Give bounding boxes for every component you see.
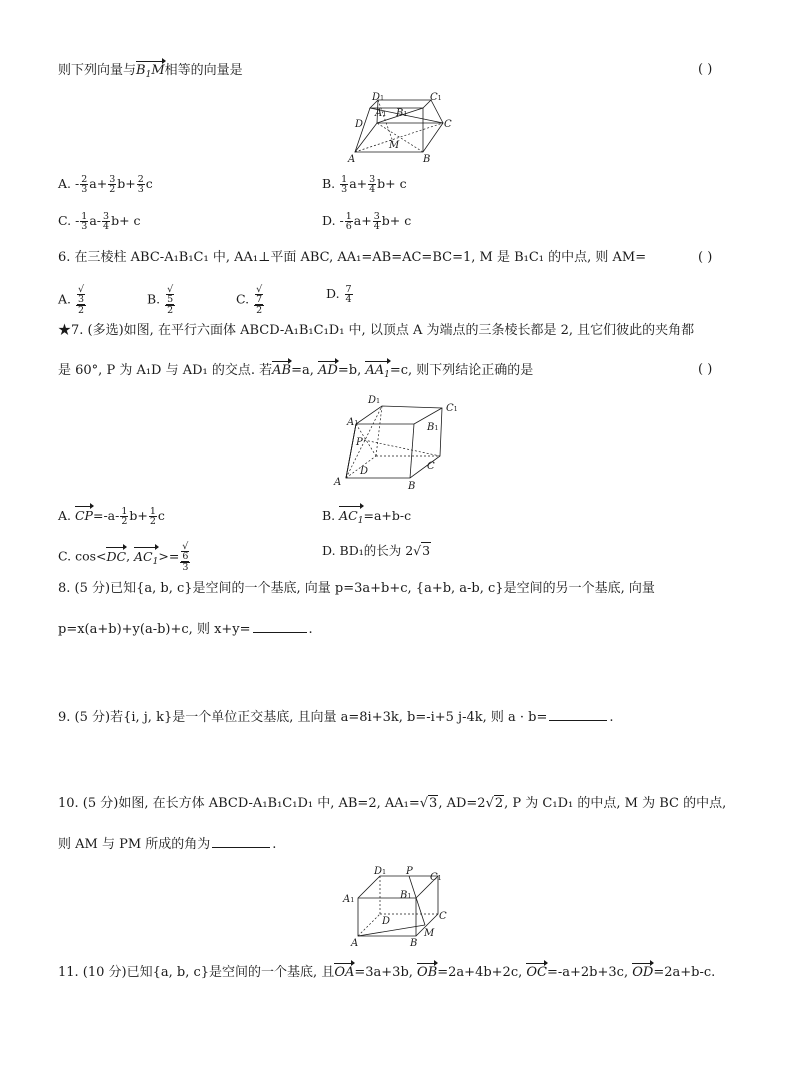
- figure-q7-parallelepiped: [330, 394, 470, 490]
- q10-stem-line1: 10. (5 分)如图, 在长方体 ABCD-A₁B₁C₁D₁ 中, AB=2, AA₁=√3, AD=2√2, P 为 C₁D₁ 的中点, M 为 BC 的中点,: [58, 796, 727, 811]
- q6-option-d[interactable]: D. $\frac{7}{4}$: [326, 284, 352, 305]
- fig1-label-c1: C1: [430, 92, 442, 103]
- q6-option-b[interactable]: B. √ 5 2: [147, 284, 174, 316]
- q5-stem: [58, 60, 243, 80]
- q7-stem-line2: 是 60°, P 为 A₁D 与 AD₁ 的交点. 若AB=a, AD=b, $AA_1=c$, 则下列结论正确的是: [58, 360, 533, 380]
- fig1-label-m: M: [389, 140, 400, 151]
- q11-stem: 11. (10 分)已知{a, b, c}是空间的一个基底, 且OA=3a+3b, OB=2a+4b+2c, OC=-a+2b+3c, OD=2a+b-c.: [58, 962, 715, 982]
- q5-stem-pre: 则下列向量与: [58, 63, 137, 78]
- fig3-label-c1: C1: [430, 872, 442, 883]
- fig2-label-d1: D1: [368, 395, 381, 406]
- q6-option-a[interactable]: A. √ 3 2: [58, 284, 85, 316]
- fig2-label-a1: A1: [347, 417, 359, 428]
- q9-answer-blank[interactable]: [549, 707, 607, 721]
- q5-vector: $B_1M$: [136, 60, 165, 80]
- q6-option-c[interactable]: C. √ 7 2: [236, 284, 263, 316]
- q5-option-b[interactable]: B. $\frac{1}{3}$ a+ $\frac{3}{4}$ b+ c: [322, 174, 407, 195]
- fig3-label-p: P: [406, 866, 413, 877]
- fig2-label-p: P: [356, 437, 363, 448]
- q8-stem-line2: p=x(a+b)+y(a-b)+c, 则 x+y= .: [58, 619, 313, 639]
- answer-paren-q7: ( ): [698, 362, 713, 377]
- fig1-label-c: C: [444, 119, 452, 130]
- q9-stem: 9. (5 分)若{i, j, k}是一个单位正交基底, 且向量 a=8i+3k, b=-i+5 j-4k, 则 a · b= .: [58, 707, 614, 727]
- q5-stem-post: 相等的向量是: [164, 63, 243, 78]
- q7-option-a[interactable]: A. CP=-a- $\frac{1}{2}$ b+ $\frac{1}{2}$ c: [58, 506, 165, 527]
- fig3-label-a1: A1: [343, 894, 355, 905]
- q5-option-d[interactable]: D. - $\frac{1}{6}$ a+ $\frac{3}{4}$ b+ c: [322, 211, 412, 232]
- q10-answer-blank[interactable]: [212, 834, 270, 848]
- q8-answer-blank[interactable]: [253, 619, 307, 633]
- fig1-label-d: D: [355, 119, 364, 130]
- q7-stem-line1: ★7. (多选)如图, 在平行六面体 ABCD-A₁B₁C₁D₁ 中, 以顶点 A 为端点的三条棱长都是 2, 且它们彼此的夹角都: [58, 323, 695, 338]
- figure-q10-cuboid: [340, 864, 450, 950]
- fig3-label-b1: B1: [400, 890, 412, 901]
- fig2-label-a: A: [334, 477, 342, 488]
- fig2-label-c: C: [427, 461, 435, 472]
- fig2-label-d: D: [360, 466, 369, 477]
- fig1-label-a1: A1: [375, 108, 387, 119]
- q7-option-c[interactable]: C. cos<DC, $AC_1>=$ √ 6 3: [58, 541, 189, 573]
- q7-option-b[interactable]: B. $AC_1=a+b-c$: [322, 505, 411, 525]
- fig1-label-b: B: [423, 154, 431, 165]
- q10-stem-line2: 则 AM 与 PM 所成的角为 .: [58, 834, 276, 854]
- q5-option-c[interactable]: C. - $\frac{1}{3}$ a- $\frac{3}{4}$ b+ c: [58, 211, 141, 232]
- answer-paren-q5: ( ): [698, 62, 713, 77]
- fig2-label-b: B: [408, 481, 416, 490]
- figure-q5-parallelepiped: [338, 90, 458, 166]
- fig3-label-d1: D1: [374, 866, 387, 877]
- q6-stem: 6. 在三棱柱 ABC-A₁B₁C₁ 中, AA₁⊥平面 ABC, AA₁=AB=AC=BC=1, M 是 B₁C₁ 的中点, 则 AM=: [58, 250, 647, 265]
- fig3-label-b: B: [410, 938, 418, 949]
- fig1-label-d1: D1: [372, 92, 385, 103]
- fig2-label-b1: B1: [427, 422, 439, 433]
- fig1-label-b1: B1: [396, 108, 408, 119]
- fig3-label-c: C: [439, 911, 447, 922]
- fig3-label-m: M: [424, 928, 435, 939]
- fig1-label-a: A: [348, 154, 356, 165]
- q5-option-a[interactable]: A. - $\frac{2}{3}$ a+ $\frac{3}{2}$ b+ $\frac{2}{3}$ c: [58, 174, 153, 195]
- fig2-label-c1: C1: [446, 403, 458, 414]
- q7-option-d[interactable]: D. BD₁的长为 2√3: [322, 543, 431, 558]
- fig3-label-d: D: [382, 916, 391, 927]
- q8-stem-line1: 8. (5 分)已知{a, b, c}是空间的一个基底, 向量 p=3a+b+c, {a+b, a-b, c}是空间的另一个基底, 向量: [58, 581, 655, 596]
- answer-paren-q6: ( ): [698, 250, 713, 265]
- fig3-label-a: A: [351, 938, 359, 949]
